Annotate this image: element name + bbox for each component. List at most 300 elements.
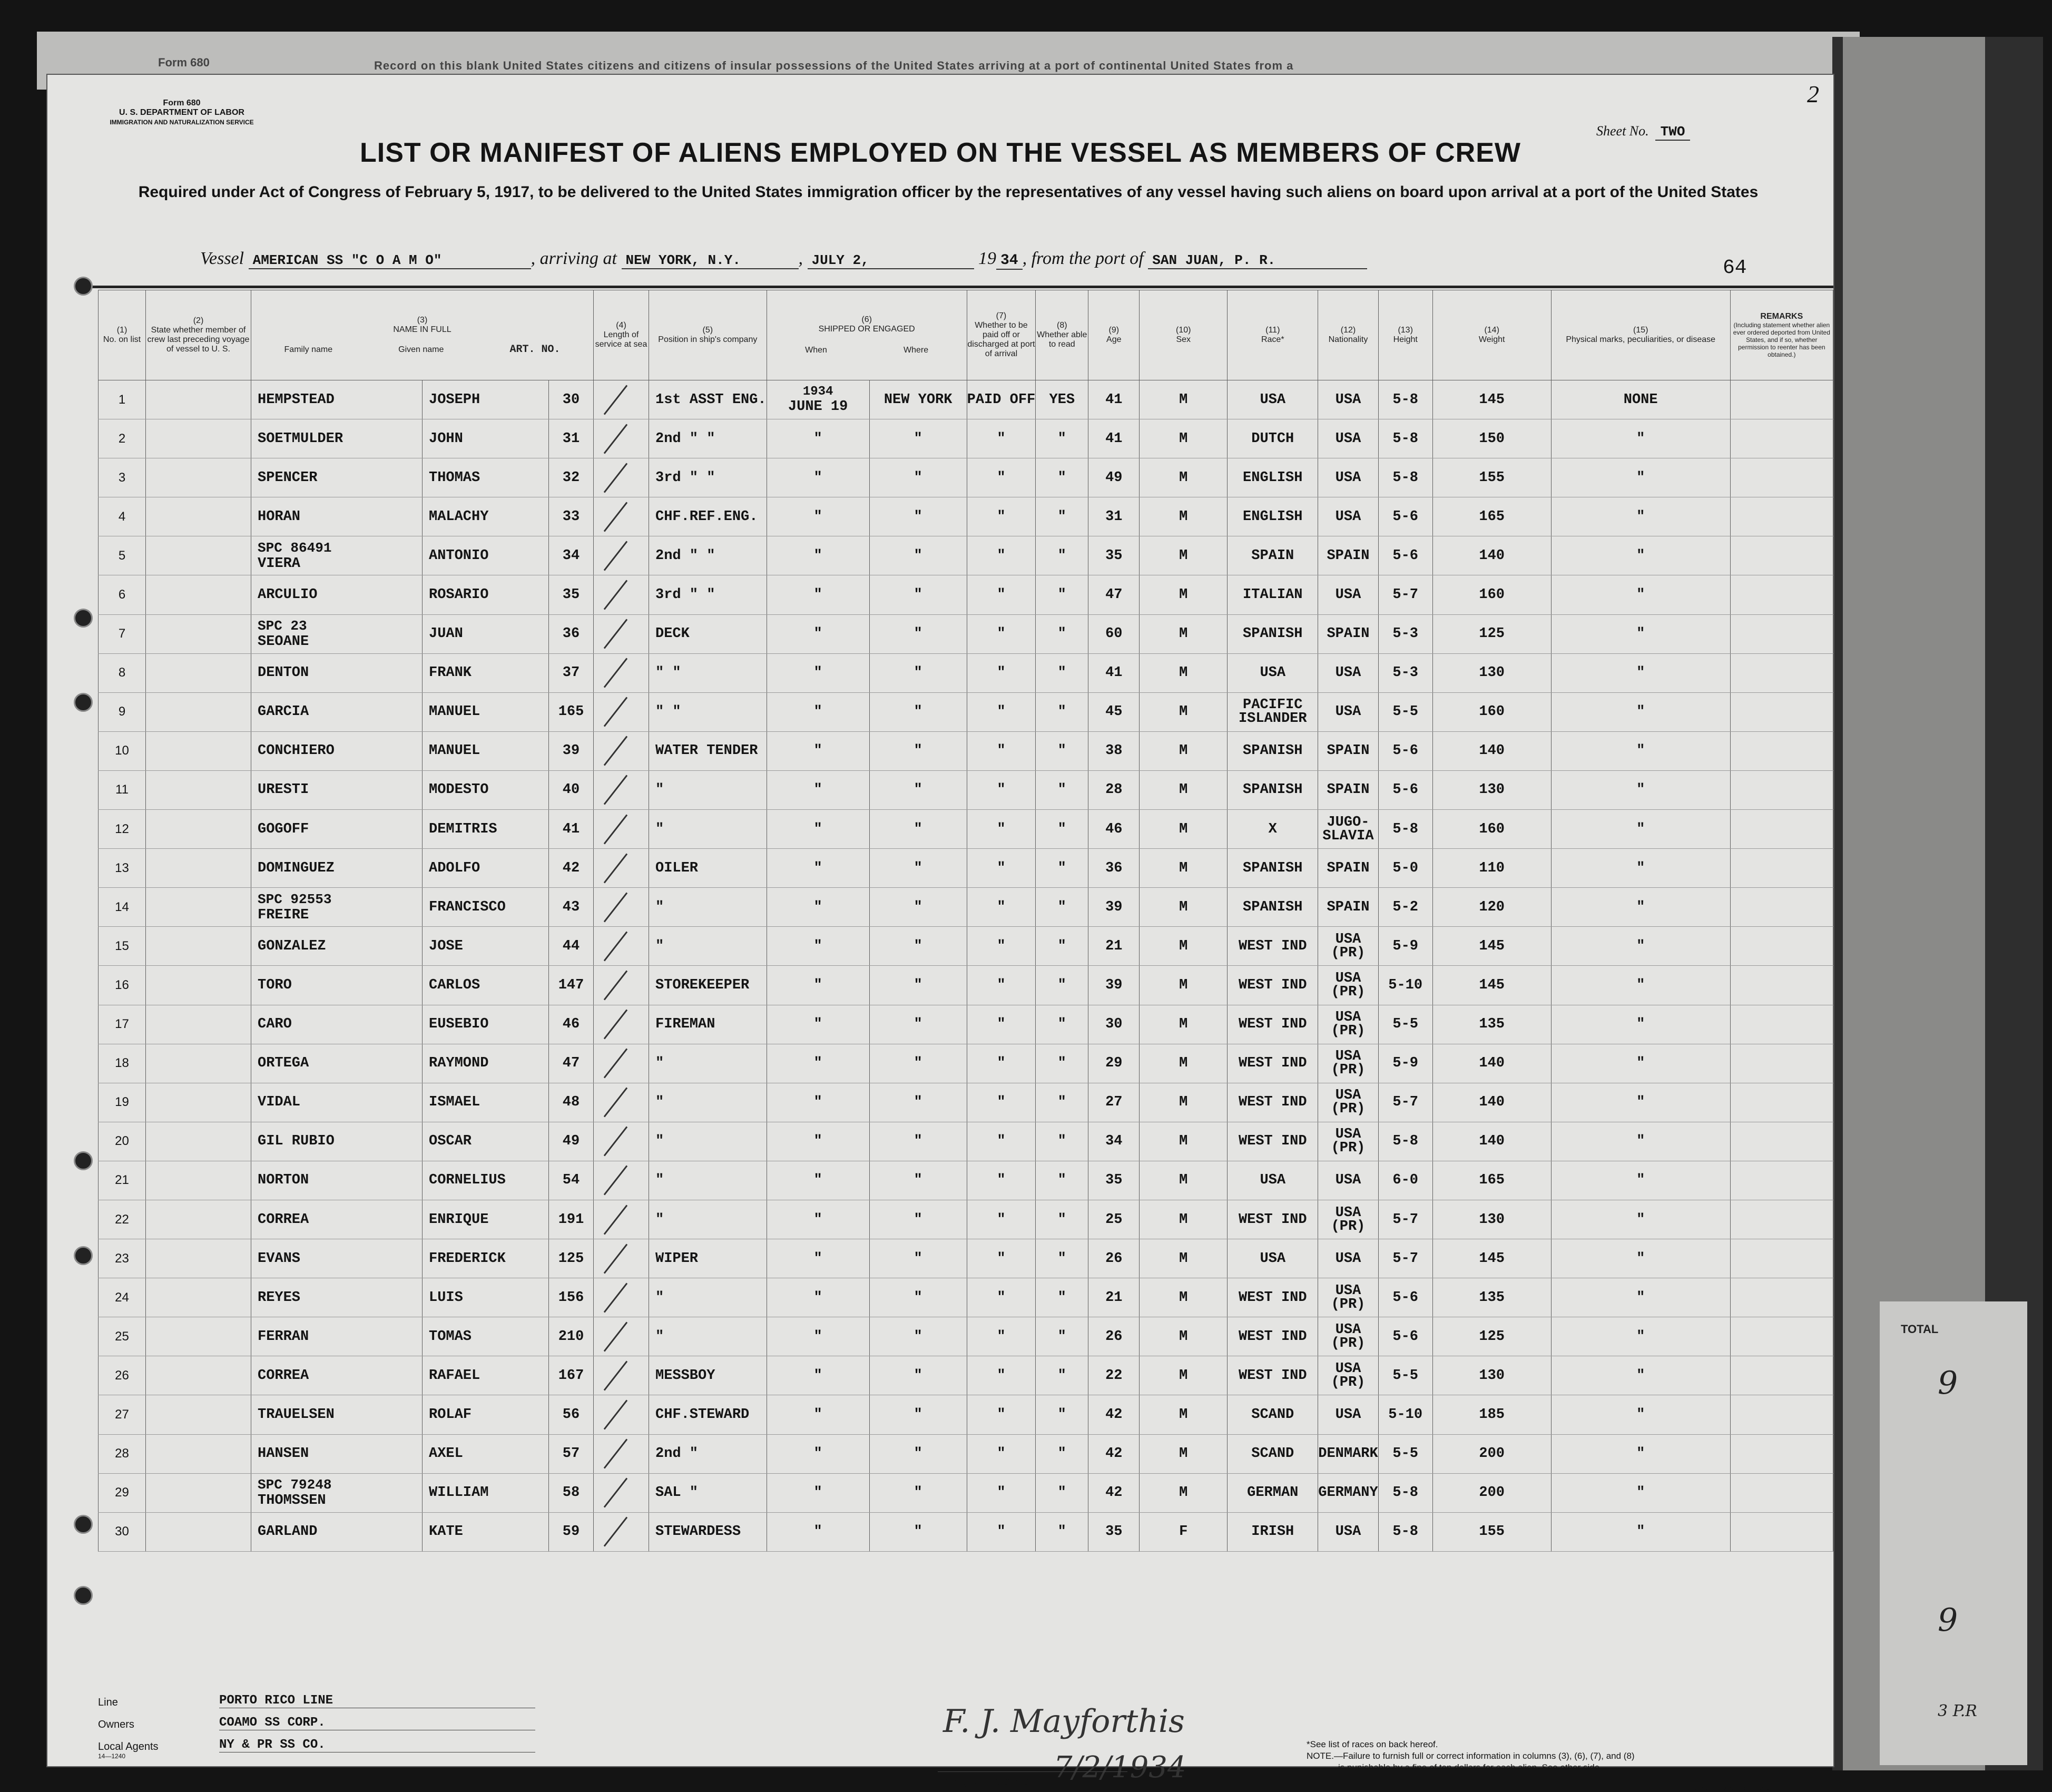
service-length [594,1317,649,1356]
nationality: USA [1318,1512,1378,1551]
row-number: 22 [99,1200,146,1239]
binder-hole [74,277,93,296]
position: " [649,1044,767,1083]
paid-off: " [967,770,1036,809]
family-name [251,1044,423,1083]
service-length [594,1200,649,1239]
service-length [594,1239,649,1278]
shipped-where: " [869,1122,967,1161]
physical-marks: " [1551,731,1730,770]
header-nationality: (12) Nationality [1318,290,1378,380]
able-to-read: " [1036,927,1088,966]
shipped-when-text: " [813,1055,822,1072]
total-label: TOTAL [1901,1323,1939,1336]
family-name [251,419,423,458]
service-length [594,888,649,927]
last-voyage [146,810,251,849]
race: ITALIAN [1228,575,1318,614]
position: " [649,1278,767,1317]
height: 5-6 [1378,770,1432,809]
family-name [251,1395,423,1434]
position: CHF.STEWARD [649,1395,767,1434]
family-name [251,458,423,497]
last-voyage [146,888,251,927]
art-number: 210 [549,1317,594,1356]
shipped-when [767,1278,869,1317]
shipped-when [767,614,869,653]
line-value: PORTO RICO LINE [219,1693,535,1708]
paid-off: " [967,614,1036,653]
physical-marks: " [1551,419,1730,458]
binder-hole [74,1246,93,1265]
able-to-read: " [1036,888,1088,927]
shipped-when [767,497,869,536]
shipped-when-text: " [813,665,822,681]
height: 5-7 [1378,1083,1432,1122]
shipped-when-text: " [813,743,822,759]
height: 5-3 [1378,653,1432,692]
sex: F [1140,1512,1228,1551]
tick-mark [604,697,627,727]
tick-mark [604,385,627,415]
shipped-where: " [869,1512,967,1551]
table-row [99,966,1833,1005]
sex: M [1140,1317,1228,1356]
art-number: 42 [549,849,594,888]
tick-mark [604,1166,627,1196]
physical-marks: " [1551,458,1730,497]
family-name-text: CORREA [258,1211,309,1228]
family-name-text: FERRAN [258,1328,309,1345]
family-name [251,536,423,575]
position: CHF.REF.ENG. [649,497,767,536]
shipped-where: " [869,966,967,1005]
row-number: 1 [99,380,146,419]
weight: 140 [1432,1044,1551,1083]
service-length [594,692,649,731]
shipped-when [767,888,869,927]
paid-off: " [967,1044,1036,1083]
shipped-where: " [869,1005,967,1044]
weight: 145 [1432,966,1551,1005]
remarks [1730,849,1833,888]
nationality: SPAIN [1318,614,1378,653]
table-row [99,458,1833,497]
vessel-name: AMERICAN SS "C O A M O" [249,252,531,269]
physical-marks: " [1551,1278,1730,1317]
sex: M [1140,810,1228,849]
height: 5-10 [1378,1395,1432,1434]
last-voyage [146,653,251,692]
able-to-read: YES [1036,380,1088,419]
paid-off: " [967,1473,1036,1512]
family-name-text: NORTON [258,1172,309,1189]
age: 39 [1088,888,1140,927]
age: 31 [1088,497,1140,536]
family-name [251,614,423,653]
remarks [1730,692,1833,731]
race: X [1228,810,1318,849]
family-name-text: GONZALEZ [258,938,326,954]
art-number: 165 [549,692,594,731]
spc-number: SPC 86491 [258,540,332,556]
art-number: 34 [549,536,594,575]
nationality: USA [1318,692,1378,731]
art-number: 54 [549,1161,594,1200]
shipped-when [767,1044,869,1083]
row-number: 29 [99,1473,146,1512]
height: 5-8 [1378,1512,1432,1551]
remarks [1730,380,1833,419]
family-name-text: CONCHIERO [258,743,335,759]
remarks [1730,927,1833,966]
tick-mark [604,1517,627,1547]
last-voyage [146,966,251,1005]
nationality: USA (PR) [1318,1200,1378,1239]
tick-mark [604,775,627,805]
weight: 135 [1432,1005,1551,1044]
family-name [251,927,423,966]
age: 41 [1088,419,1140,458]
row-number: 9 [99,692,146,731]
tick-mark [604,892,627,922]
paid-off: " [967,1395,1036,1434]
nationality: USA [1318,575,1378,614]
art-number: 191 [549,1200,594,1239]
race: ENGLISH [1228,497,1318,536]
nationality: USA (PR) [1318,1278,1378,1317]
able-to-read: " [1036,1473,1088,1512]
physical-marks: " [1551,1044,1730,1083]
shipped-when [767,1083,869,1122]
able-to-read: " [1036,1512,1088,1551]
signature-date: 7/2/1934 [1054,1750,1186,1785]
given-name: FRANK [423,653,549,692]
service-length [594,927,649,966]
age: 35 [1088,1161,1140,1200]
family-name [251,770,423,809]
header-read: (8) Whether able to read [1036,290,1088,380]
shipped-when [767,770,869,809]
able-to-read: " [1036,614,1088,653]
height: 5-5 [1378,692,1432,731]
nationality: USA (PR) [1318,1005,1378,1044]
height: 5-2 [1378,888,1432,927]
able-to-read: " [1036,497,1088,536]
remarks [1730,575,1833,614]
position: 3rd " " [649,575,767,614]
sex: M [1140,1044,1228,1083]
given-name: ADOLFO [423,849,549,888]
bottom-mark: 3 P.R [1938,1702,1977,1720]
given-name: JUAN [423,614,549,653]
row-number: 25 [99,1317,146,1356]
tick-mark [604,502,627,532]
physical-marks: " [1551,810,1730,849]
sex: M [1140,1434,1228,1473]
nationality: SPAIN [1318,888,1378,927]
nationality: USA (PR) [1318,927,1378,966]
family-name [251,1005,423,1044]
row-number: 15 [99,927,146,966]
able-to-read: " [1036,1434,1088,1473]
given-name: FRANCISCO [423,888,549,927]
row-number: 3 [99,458,146,497]
physical-marks: " [1551,1005,1730,1044]
table-row [99,692,1833,731]
family-name [251,1161,423,1200]
paid-off: " [967,1356,1036,1395]
remarks [1730,1044,1833,1083]
header-given: Given name [398,345,444,354]
physical-marks: " [1551,927,1730,966]
position: SAL " [649,1473,767,1512]
family-name-text: GOGOFF [258,821,309,837]
height: 5-6 [1378,536,1432,575]
weight: 200 [1432,1473,1551,1512]
last-voyage [146,1200,251,1239]
header-race: (11) Race* [1228,290,1318,380]
tick-mark [604,736,627,766]
given-name: MODESTO [423,770,549,809]
spc-number: SPC 79248 [258,1477,332,1493]
age: 39 [1088,966,1140,1005]
tick-mark [604,580,627,610]
nationality: SPAIN [1318,770,1378,809]
given-name: RAYMOND [423,1044,549,1083]
last-voyage [146,1044,251,1083]
position: " [649,927,767,966]
age: 25 [1088,1200,1140,1239]
sex: M [1140,692,1228,731]
weight: 140 [1432,731,1551,770]
height: 5-6 [1378,1317,1432,1356]
service-length [594,1122,649,1161]
race: WEST IND [1228,1044,1318,1083]
shipped-when-text: " [813,899,822,915]
shipped-when-text: " [813,1133,822,1150]
weight: 125 [1432,614,1551,653]
height: 5-9 [1378,1044,1432,1083]
given-name: OSCAR [423,1122,549,1161]
paid-off: " [967,1278,1036,1317]
page-title: LIST OR MANIFEST OF ALIENS EMPLOYED ON THE VESSEL AS MEMBERS OF CREW [360,138,1521,168]
given-name: EUSEBIO [423,1005,549,1044]
art-number: 47 [549,1044,594,1083]
shipped-when [767,1434,869,1473]
family-name-text: GARCIA [258,704,309,720]
header-sex: (10) Sex [1140,290,1228,380]
physical-marks: " [1551,614,1730,653]
age: 45 [1088,692,1140,731]
table-row [99,419,1833,458]
sex: M [1140,1200,1228,1239]
header-state: (2) State whether member of crew last preceding voyage of vessel to U. S. [146,290,251,380]
shipped-where: " [869,458,967,497]
header-shipped: (6) SHIPPED OR ENGAGED When Where [767,290,967,380]
tick-mark [604,1399,627,1429]
last-voyage [146,1395,251,1434]
age: 35 [1088,536,1140,575]
height: 5-6 [1378,497,1432,536]
position: 2nd " " [649,419,767,458]
paid-off: " [967,731,1036,770]
shipped-when-text: " [813,1367,822,1384]
form-number: Form 680 [163,99,201,107]
family-name-text: URESTI [258,782,309,798]
remarks [1730,731,1833,770]
race: WEST IND [1228,1122,1318,1161]
position: WATER TENDER [649,731,767,770]
tick-mark [604,1243,627,1274]
year-prefix: 19 [978,249,996,268]
position: 2nd " " [649,536,767,575]
weight: 125 [1432,1317,1551,1356]
family-name-text: SEOANE [258,634,309,650]
physical-marks: NONE [1551,380,1730,419]
family-name-text: TORO [258,977,292,993]
corner-mark: 2 [1807,81,1819,107]
height: 5-10 [1378,966,1432,1005]
note-penalty: NOTE.—Failure to furnish full or correct information in columns (3), (6), (7), and (8) [1307,1751,1635,1761]
form-identifier [103,99,261,127]
paid-off: " [967,1005,1036,1044]
shipped-when-text: " [813,1094,822,1111]
nationality: USA [1318,419,1378,458]
position: STOREKEEPER [649,966,767,1005]
table-row [99,1239,1833,1278]
shipped-where: " [869,1083,967,1122]
nationality: SPAIN [1318,536,1378,575]
shipped-when-text: " [813,938,822,954]
family-name [251,849,423,888]
given-name: CARLOS [423,966,549,1005]
adjacent-sheet-strip [1880,1301,2027,1765]
height: 5-5 [1378,1356,1432,1395]
able-to-read: " [1036,1044,1088,1083]
shipped-when [767,692,869,731]
family-name-text: EVANS [258,1250,301,1267]
shipped-when [767,1512,869,1551]
agents-label: Local Agents [98,1741,159,1752]
vessel-line: Vessel AMERICAN SS "C O A M O" , arriving at NEW YORK, N.Y. , JULY 2, 19 34 , from the port of SAN JUAN, P. R. [200,249,1367,270]
art-number: 31 [549,419,594,458]
gpo-imprint: U. S. GOVERNMENT PRINTING OFFICE [1686,1786,1784,1792]
sex: M [1140,575,1228,614]
back-sheet-form: Form 680 [158,56,210,69]
height: 5-7 [1378,575,1432,614]
family-name-text: FREIRE [258,907,309,923]
sex: M [1140,653,1228,692]
shipped-when-text: " [813,1485,822,1501]
height: 5-5 [1378,1434,1432,1473]
race: SPANISH [1228,614,1318,653]
last-voyage [146,497,251,536]
service-length [594,1395,649,1434]
nationality: JUGO-SLAVIA [1318,810,1378,849]
height: 5-6 [1378,731,1432,770]
race: WEST IND [1228,966,1318,1005]
able-to-read: " [1036,849,1088,888]
tick-mark [604,1049,627,1079]
tick-mark [604,1360,627,1390]
shipped-where: " [869,1395,967,1434]
position: " [649,1161,767,1200]
physical-marks: " [1551,692,1730,731]
physical-marks: " [1551,1434,1730,1473]
physical-marks: " [1551,966,1730,1005]
nationality: USA [1318,1161,1378,1200]
tick-mark [604,619,627,649]
last-voyage [146,614,251,653]
paid-off: " [967,692,1036,731]
remarks [1730,1083,1833,1122]
shipped-where: " [869,1044,967,1083]
shipped-when [767,1395,869,1434]
service-length [594,810,649,849]
race: USA [1228,380,1318,419]
weight: 155 [1432,1512,1551,1551]
sex: M [1140,966,1228,1005]
paid-off: " [967,536,1036,575]
last-voyage [146,536,251,575]
header-service: (4) Length of service at sea [594,290,649,380]
art-number: 32 [549,458,594,497]
race: SCAND [1228,1395,1318,1434]
position: 1st ASST ENG. [649,380,767,419]
remarks [1730,1512,1833,1551]
art-number: 56 [549,1395,594,1434]
weight: 185 [1432,1395,1551,1434]
able-to-read: " [1036,692,1088,731]
shipped-where: " [869,497,967,536]
art-number: 35 [549,575,594,614]
shipped-where: " [869,810,967,849]
age: 30 [1088,1005,1140,1044]
last-voyage [146,1122,251,1161]
last-voyage [146,1473,251,1512]
row-number: 20 [99,1122,146,1161]
remarks [1730,614,1833,653]
paid-off: " [967,653,1036,692]
physical-marks: " [1551,770,1730,809]
table-row [99,810,1833,849]
shipped-when [767,1356,869,1395]
able-to-read: " [1036,1317,1088,1356]
sex: M [1140,497,1228,536]
shipped-where: " [869,1356,967,1395]
sex: M [1140,927,1228,966]
row-number: 5 [99,536,146,575]
header-weight: (14) Weight [1432,290,1551,380]
weight: 140 [1432,536,1551,575]
paid-off: " [967,575,1036,614]
paid-off: PAID OFF [967,380,1036,419]
remarks [1730,810,1833,849]
weight: 145 [1432,380,1551,419]
paid-off: " [967,419,1036,458]
shipped-when-text: " [813,821,822,837]
paid-off: " [967,888,1036,927]
race: GERMAN [1228,1473,1318,1512]
table-row [99,1083,1833,1122]
shipped-when-text: " [813,1328,822,1345]
row-number: 27 [99,1395,146,1434]
position: 3rd " " [649,458,767,497]
shipped-where: " [869,1200,967,1239]
race: USA [1228,653,1318,692]
last-voyage [146,575,251,614]
